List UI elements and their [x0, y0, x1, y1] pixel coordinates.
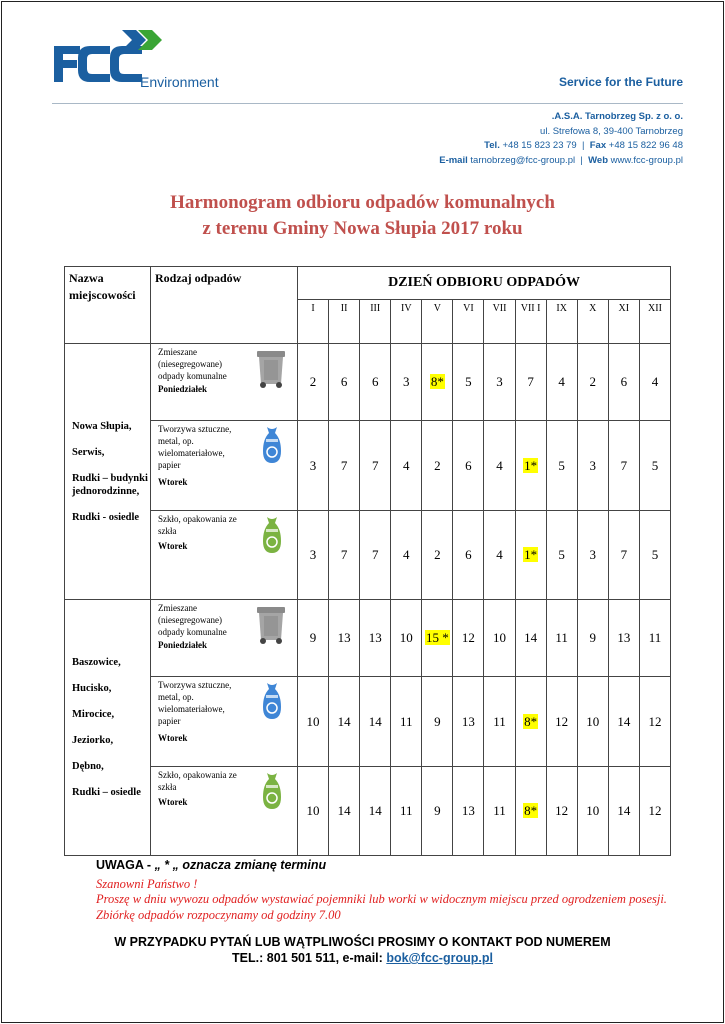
pickup-day-cell	[577, 600, 608, 677]
pickup-day-value: 2	[434, 457, 441, 473]
pickup-weekday: Poniedziałek	[158, 384, 207, 394]
month-header: XII	[639, 300, 670, 344]
pickup-day-value: 7	[371, 547, 379, 562]
pickup-day-cell	[515, 344, 546, 421]
pickup-day-value: 13	[461, 803, 475, 818]
header-pickup-day: DZIEŃ ODBIORU ODPADÓW	[298, 267, 671, 300]
pickup-day-value: 13	[337, 630, 351, 645]
pickup-day-cell	[484, 511, 515, 600]
pickup-day-cell	[422, 767, 453, 856]
location-list	[65, 344, 151, 600]
pickup-day-cell	[422, 344, 453, 421]
pickup-day-cell	[453, 344, 484, 421]
pickup-day-value: 14	[368, 713, 382, 729]
pickup-day-cell	[577, 677, 608, 767]
pickup-day-value: 8*	[430, 374, 444, 389]
pickup-day-cell	[608, 344, 639, 421]
pickup-day-cell	[360, 767, 391, 856]
schedule-row	[65, 421, 671, 511]
page-title-line2: z terenu Gminy Nowa Słupia 2017 roku	[202, 218, 523, 239]
pickup-day-cell	[391, 600, 422, 677]
pickup-day-value: 3	[403, 374, 410, 389]
location-name: Dębno,	[72, 761, 104, 772]
location-name: Serwis,	[72, 446, 105, 458]
pickup-day-value: 11	[400, 803, 413, 818]
logo-subtitle: Environment	[140, 74, 219, 90]
pickup-weekday: Wtorek	[158, 733, 188, 743]
pickup-day-value: 7	[527, 374, 534, 389]
pickup-day-value: 8*	[524, 713, 538, 729]
schedule-row	[65, 767, 671, 856]
pickup-day-value: 9	[309, 630, 317, 645]
pickup-weekday: Wtorek	[158, 797, 188, 807]
pickup-day-cell	[360, 600, 391, 677]
pickup-day-cell	[515, 600, 546, 677]
separator: |	[582, 140, 585, 151]
pickup-day-cell	[515, 767, 546, 856]
notice-greeting: Szanowni Państwo !	[96, 877, 198, 891]
pickup-day-value: 1*	[524, 547, 538, 562]
pickup-day-cell	[484, 677, 515, 767]
pickup-day-value: 11	[493, 803, 506, 818]
pickup-day-cell	[453, 677, 484, 767]
pickup-day-cell	[329, 511, 360, 600]
pickup-day-cell	[453, 421, 484, 511]
location-name: Rudki – osiedle	[72, 787, 141, 798]
pickup-day-cell	[577, 511, 608, 600]
tagline: Service for the Future	[558, 75, 683, 89]
month-header: IV	[391, 300, 422, 344]
pickup-day-cell	[546, 344, 577, 421]
header-divider	[52, 103, 683, 104]
pickup-day-value: 4	[403, 547, 410, 562]
pickup-day-value: 6	[620, 374, 628, 389]
separator: |	[580, 154, 583, 166]
pickup-day-cell	[515, 511, 546, 600]
month-header: X	[577, 300, 608, 344]
pickup-day-cell	[298, 421, 329, 511]
pickup-day-value: 4	[558, 374, 565, 389]
pickup-day-value: 14	[337, 803, 351, 818]
pickup-day-value: 8*	[524, 803, 538, 818]
blue-bag-icon	[257, 681, 287, 726]
pickup-day-value: 3	[309, 547, 317, 562]
fax-label: Fax	[589, 140, 607, 151]
pickup-day-cell	[360, 421, 391, 511]
pickup-day-value: 6	[465, 457, 472, 473]
notice-instructions: Proszę w dniu wywozu odpadów wystawiać pojemniki lub worki w widocznym miejscu przed ogrodzeniem posesji. Zbiórkę odpadów rozpoczynamy od godziny 7.00	[96, 892, 667, 922]
footer-tel: TEL.: 801 501 511, e-mail:	[232, 951, 383, 965]
green-bag-icon	[257, 515, 287, 560]
pickup-day-value: 3	[496, 374, 503, 389]
pickup-day-cell	[484, 600, 515, 677]
pickup-day-value: 5	[651, 457, 659, 473]
company-name: .A.S.A. Tarnobrzeg Sp. z o. o.	[551, 111, 683, 122]
pickup-day-cell	[639, 600, 670, 677]
grey-bin-icon	[255, 348, 287, 393]
month-header: II	[329, 300, 360, 344]
pickup-day-value: 7	[340, 547, 348, 562]
pickup-day-value: 2	[434, 547, 441, 562]
pickup-day-value: 3	[309, 457, 317, 473]
pickup-day-value: 5	[558, 547, 565, 562]
pickup-day-cell	[546, 677, 577, 767]
location-list	[65, 600, 151, 856]
web-label: Web	[588, 154, 609, 166]
pickup-day-value: 14	[617, 713, 631, 729]
email-label: E-mail	[439, 154, 468, 166]
pickup-day-cell	[391, 677, 422, 767]
pickup-day-value: 6	[371, 374, 379, 389]
pickup-day-cell	[298, 677, 329, 767]
month-header: IX	[546, 300, 577, 344]
month-header: XI	[608, 300, 639, 344]
waste-type-cell	[151, 767, 298, 856]
pickup-day-value: 13	[461, 713, 475, 729]
pickup-weekday: Wtorek	[158, 477, 188, 487]
pickup-day-cell	[360, 677, 391, 767]
green-bag-icon	[257, 771, 287, 816]
pickup-day-cell	[329, 677, 360, 767]
pickup-day-cell	[422, 421, 453, 511]
email-link[interactable]: tarnobrzeg@fcc-group.pl	[470, 154, 576, 166]
tel-label: Tel.	[484, 140, 500, 151]
waste-type-cell	[151, 421, 298, 511]
pickup-day-value: 13	[368, 630, 382, 645]
pickup-day-value: 7	[620, 457, 628, 473]
pickup-day-cell	[639, 677, 670, 767]
pickup-day-value: 3	[589, 457, 596, 473]
pickup-day-cell	[298, 511, 329, 600]
pickup-day-value: 7	[620, 547, 628, 562]
pickup-day-cell	[484, 344, 515, 421]
pickup-day-cell	[484, 767, 515, 856]
pickup-day-value: 6	[340, 374, 348, 389]
schedule-row	[65, 600, 671, 677]
pickup-day-cell	[360, 511, 391, 600]
waste-description: Szkło, opakowania ze szkła	[158, 770, 237, 792]
footer-contact-line: W PRZYPADKU PYTAŃ LUB WĄTPLIWOŚCI PROSIMY O KONTAKT POD NUMEREM	[114, 935, 611, 949]
company-address: ul. Strefowa 8, 39-400 Tarnobrzeg	[540, 125, 683, 137]
location-name: Hucisko,	[72, 683, 112, 694]
pickup-day-value: 13	[617, 630, 631, 645]
pickup-day-value: 12	[461, 630, 475, 645]
pickup-day-cell	[515, 677, 546, 767]
footer-email-link[interactable]: bok@fcc-group.pl	[386, 951, 493, 965]
pickup-day-cell	[546, 511, 577, 600]
note	[96, 858, 326, 872]
pickup-day-value: 4	[496, 547, 503, 562]
pickup-weekday: Poniedziałek	[158, 640, 207, 650]
waste-description: Tworzywa sztuczne, metal, op. wielomateriałowe, papier	[158, 680, 232, 726]
schedule-row	[65, 677, 671, 767]
pickup-day-cell	[329, 600, 360, 677]
pickup-day-value: 3	[589, 547, 596, 562]
waste-type-cell	[151, 600, 298, 677]
location-name: Baszowice,	[72, 657, 121, 668]
pickup-day-value: 15 *	[425, 630, 449, 645]
pickup-day-value: 12	[648, 713, 662, 729]
pickup-day-cell	[577, 421, 608, 511]
pickup-day-value: 6	[465, 547, 472, 562]
note-text: „ * „ oznacza zmianę terminu	[154, 858, 327, 872]
waste-type-cell	[151, 511, 298, 600]
pickup-day-cell	[546, 600, 577, 677]
pickup-day-cell	[577, 767, 608, 856]
tel-number: +48 15 823 23 79	[502, 140, 577, 151]
pickup-day-cell	[391, 344, 422, 421]
pickup-day-cell	[329, 767, 360, 856]
waste-description: Szkło, opakowania ze szkła	[158, 514, 237, 536]
pickup-day-value: 12	[648, 803, 662, 818]
pickup-day-cell	[608, 511, 639, 600]
pickup-day-cell	[329, 344, 360, 421]
waste-description: Tworzywa sztuczne, metal, op. wielomateriałowe, papier	[158, 424, 232, 470]
pickup-day-cell	[577, 344, 608, 421]
month-header: VII	[484, 300, 515, 344]
pickup-day-value: 5	[465, 374, 472, 389]
pickup-day-cell	[360, 344, 391, 421]
pickup-day-value: 1*	[524, 457, 538, 473]
pickup-day-cell	[422, 511, 453, 600]
pickup-day-value: 4	[496, 457, 503, 473]
pickup-day-value: 14	[524, 630, 538, 645]
pickup-day-value: 4	[403, 457, 410, 473]
pickup-day-value: 11	[400, 713, 413, 729]
pickup-day-value: 2	[309, 374, 317, 389]
pickup-day-value: 7	[371, 457, 379, 473]
pickup-weekday: Wtorek	[158, 541, 188, 551]
pickup-day-value: 11	[493, 713, 506, 729]
pickup-day-value: 12	[555, 713, 569, 729]
pickup-day-cell	[298, 767, 329, 856]
pickup-day-cell	[391, 767, 422, 856]
waste-description: Zmieszane (niesegregowane) odpady komunalne	[158, 603, 227, 637]
pickup-day-cell	[391, 511, 422, 600]
schedule-table	[64, 266, 671, 856]
pickup-day-cell	[608, 600, 639, 677]
pickup-day-cell	[329, 421, 360, 511]
pickup-day-value: 2	[589, 374, 596, 389]
footer-contact-details	[0, 951, 725, 965]
pickup-day-cell	[639, 421, 670, 511]
location-name: Nowa Słupia,	[72, 420, 132, 432]
pickup-day-value: 10	[493, 630, 506, 645]
schedule-row	[65, 511, 671, 600]
pickup-day-cell	[608, 421, 639, 511]
pickup-day-value: 10	[586, 713, 600, 729]
fax-number: +48 15 822 96 48	[608, 140, 683, 151]
pickup-day-value: 14	[337, 713, 351, 729]
waste-type-cell	[151, 677, 298, 767]
month-header: I	[298, 300, 329, 344]
schedule-row	[65, 344, 671, 421]
grey-bin-icon	[255, 604, 287, 649]
header-location: Nazwa miejscowości	[65, 267, 151, 344]
pickup-day-value: 11	[555, 630, 568, 645]
pickup-day-cell	[639, 344, 670, 421]
pickup-day-value: 9	[589, 630, 596, 645]
pickup-day-cell	[639, 767, 670, 856]
note-prefix: UWAGA -	[96, 858, 152, 872]
pickup-day-value: 4	[651, 374, 659, 389]
pickup-day-value: 5	[558, 457, 565, 473]
blue-bag-icon	[257, 425, 287, 470]
pickup-day-cell	[453, 767, 484, 856]
pickup-day-cell	[515, 421, 546, 511]
month-header: V	[422, 300, 453, 344]
pickup-day-value: 14	[617, 803, 631, 818]
page-title-line1: Harmonogram odbioru odpadów komunalnych	[170, 192, 555, 213]
pickup-day-value: 11	[648, 630, 662, 645]
pickup-day-cell	[484, 421, 515, 511]
pickup-day-cell	[608, 677, 639, 767]
pickup-day-cell	[546, 767, 577, 856]
pickup-day-value: 10	[306, 713, 320, 729]
web-link[interactable]: www.fcc-group.pl	[610, 154, 683, 166]
header-waste-type: Rodzaj odpadów	[151, 267, 298, 344]
pickup-day-cell	[298, 344, 329, 421]
location-name: Mirocice,	[72, 709, 115, 720]
pickup-day-value: 12	[555, 803, 569, 818]
waste-type-cell	[151, 344, 298, 421]
pickup-day-cell	[422, 600, 453, 677]
pickup-day-value: 10	[306, 803, 320, 818]
pickup-day-cell	[298, 600, 329, 677]
pickup-day-cell	[546, 421, 577, 511]
pickup-day-cell	[391, 421, 422, 511]
pickup-day-cell	[453, 600, 484, 677]
pickup-day-value: 10	[586, 803, 600, 818]
month-header: III	[360, 300, 391, 344]
pickup-day-cell	[608, 767, 639, 856]
month-header: VI	[453, 300, 484, 344]
pickup-day-cell	[453, 511, 484, 600]
pickup-day-cell	[639, 511, 670, 600]
pickup-day-value: 14	[368, 803, 382, 818]
location-name: Rudki - osiedle	[72, 511, 140, 523]
company-contact	[439, 110, 683, 168]
pickup-day-value: 10	[399, 630, 413, 645]
pickup-day-value: 5	[651, 547, 659, 562]
location-name: Jeziorko,	[72, 735, 114, 746]
month-header: VII I	[515, 300, 546, 344]
pickup-day-value: 7	[340, 457, 348, 473]
pickup-day-cell	[422, 677, 453, 767]
pickup-day-value: 9	[434, 803, 441, 818]
location-name: Rudki – budynki jednorodzinne,	[72, 472, 148, 497]
waste-description: Zmieszane (niesegregowane) odpady komunalne	[158, 347, 227, 381]
pickup-day-value: 9	[434, 713, 441, 729]
